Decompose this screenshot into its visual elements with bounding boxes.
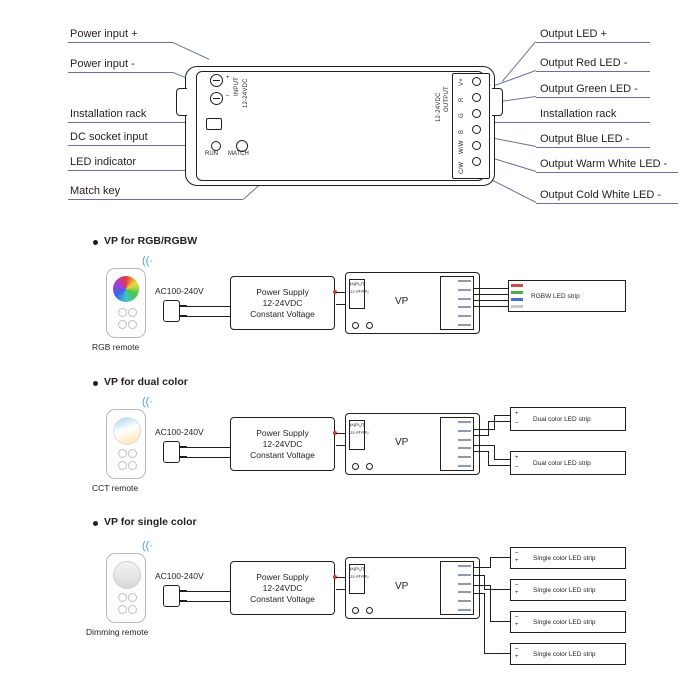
ac-plug-pin: [180, 315, 187, 317]
vp-to-strip-wire: [474, 593, 484, 594]
strip-label: Single color LED strip: [533, 554, 596, 562]
output-pad: [458, 315, 471, 317]
section-bullet: [93, 381, 98, 386]
dimming-remote-caption: Dimming remote: [86, 627, 149, 637]
vp-to-strip-wire: [474, 435, 488, 436]
leader-line: [68, 42, 173, 43]
vp-to-strip-wire: [474, 300, 508, 301]
rgb-remote-caption: RGB remote: [92, 342, 140, 352]
rgb-remote-button: [118, 308, 127, 317]
cct-remote-caption: CCT remote: [92, 483, 139, 493]
output-terminal-hole: [472, 141, 481, 150]
input-voltage-label: 12-24VDC: [243, 78, 249, 108]
dc-socket: [206, 118, 222, 130]
leader-line: [173, 42, 210, 60]
psu-line-3: Constant Voltage: [250, 308, 315, 319]
vp-input-label: INPUT: [350, 282, 365, 287]
terminal-label-ww: W/W: [459, 140, 465, 154]
output-terminal-hole: [472, 157, 481, 166]
vp-to-strip-wire: [488, 465, 510, 466]
leader-line: [494, 122, 650, 123]
ac-plug-pin: [180, 305, 187, 307]
installation-rack-left: [176, 88, 187, 116]
vp-to-strip-wire: [494, 459, 510, 460]
ac-wire: [187, 316, 230, 317]
single-color-led-strip: [510, 579, 626, 601]
strip-label: Single color LED strip: [533, 618, 596, 626]
rgb-remote-button: [118, 320, 127, 329]
strip-polarity: +: [515, 590, 519, 596]
vp-to-strip-wire: [474, 567, 490, 568]
ac-label-dual: AC100-240V: [155, 427, 204, 437]
strip-polarity: –: [515, 646, 519, 652]
output-pad: [458, 609, 471, 611]
vp-input-voltage-label: 12-24VDC: [350, 575, 370, 580]
ac-wire: [187, 306, 230, 307]
label-output-led-plus: Output LED +: [540, 28, 607, 40]
strip-pads: [511, 284, 523, 308]
output-pad: [458, 583, 471, 585]
dimming-remote-button: [118, 593, 127, 602]
vp-to-strip-wire: [494, 415, 510, 416]
strip-label: Dual color LED strip: [533, 415, 591, 423]
label-match-key: Match key: [70, 185, 121, 197]
vp-indicator-dual: [352, 463, 359, 470]
vp-to-strip-wire: [484, 589, 510, 590]
output-pad: [458, 465, 471, 467]
strip-polarity: –: [515, 582, 519, 588]
output-terminal-block: [452, 73, 490, 179]
vp-input-label: INPUT: [350, 423, 365, 428]
dimming-remote-button: [128, 605, 137, 614]
vp-match-key-dual[interactable]: [366, 463, 373, 470]
section-title-dual: VP for dual color: [104, 376, 188, 388]
label-output-cold-white-led: Output Cold White LED -: [540, 189, 662, 201]
vp-to-strip-wire: [484, 653, 510, 654]
vp-input-voltage-label: 12-24VDC: [350, 431, 370, 436]
psu-line-3: Constant Voltage: [250, 449, 315, 460]
leader-line: [68, 199, 243, 200]
vp-to-strip-wire: [490, 557, 510, 558]
label-led-indicator: LED indicator: [70, 156, 137, 168]
single-color-led-strip: [510, 547, 626, 569]
rgbw-led-strip: [508, 280, 626, 312]
label-output-red-led: Output Red LED -: [540, 57, 628, 69]
vp-to-strip-wire: [474, 575, 484, 576]
rgb-remote-button: [128, 320, 137, 329]
output-pad: [458, 298, 471, 300]
terminal-label-g: G: [459, 113, 465, 118]
strip-label: Dual color LED strip: [533, 459, 591, 467]
section-single-color: [0, 513, 700, 688]
vp-to-strip-wire: [490, 585, 491, 621]
psu-line-2: 12-24VDC: [262, 297, 303, 308]
label-power-input-plus: Power input +: [70, 28, 138, 40]
output-pad: [458, 591, 471, 593]
output-terminal-hole: [472, 125, 481, 134]
section-rgb-rgbw: [0, 232, 700, 357]
vp-to-strip-wire: [474, 445, 494, 446]
terminal-label-cw: C/W: [459, 161, 465, 174]
vp-to-strip-wire: [494, 415, 495, 430]
strip-label: Single color LED strip: [533, 650, 596, 658]
psu-line-1: Power Supply: [256, 286, 309, 297]
strip-polarity: +: [515, 622, 519, 628]
rgb-remote-button: [128, 308, 137, 317]
psu-line-2: 12-24VDC: [262, 582, 303, 593]
vp-indicator-rgb: [352, 322, 359, 329]
strip-label: RGBW LED strip: [531, 292, 580, 300]
vp-match-key-rgb[interactable]: [366, 322, 373, 329]
cct-remote-button: [118, 449, 127, 458]
power-input-plus-screw: [210, 74, 223, 87]
cct-remote-button: [118, 461, 127, 470]
vp-label-rgb: VP: [395, 296, 409, 307]
power-supply-single: [230, 561, 335, 615]
dual-color-led-strip: [510, 451, 626, 475]
section-title-single: VP for single color: [104, 516, 197, 528]
ac-plug-pin: [180, 590, 187, 592]
section-dual-color: [0, 373, 700, 498]
dimming-remote-dial: [113, 561, 141, 589]
ac-plug-pin: [180, 456, 187, 458]
leader-line: [68, 72, 173, 73]
ac-label-rgb: AC100-240V: [155, 286, 204, 296]
terminal-label-r: R: [459, 97, 465, 102]
label-output-blue-led: Output Blue LED -: [540, 133, 630, 145]
output-pad: [458, 565, 471, 567]
vp-to-strip-wire: [474, 306, 508, 307]
output-terminal-hole: [472, 109, 481, 118]
vp-to-strip-wire: [474, 451, 488, 452]
leader-line: [536, 71, 650, 72]
output-pad: [458, 280, 471, 282]
top-diagram: [0, 0, 700, 225]
power-supply-rgb: [230, 276, 335, 330]
vp-to-strip-wire: [474, 585, 490, 586]
terminal-label-b: B: [459, 129, 465, 134]
vp-label-dual: VP: [395, 437, 409, 448]
label-output-green-led: Output Green LED -: [540, 83, 638, 95]
leader-line: [536, 172, 678, 173]
strip-polarity: +: [515, 558, 519, 564]
output-voltage-label: 12-24VDC: [436, 92, 442, 122]
input-minus-sign: –: [226, 93, 230, 99]
output-pad: [458, 456, 471, 458]
label-power-input-minus: Power input -: [70, 58, 135, 70]
label-output-warm-white-led: Output Warm White LED -: [540, 158, 668, 170]
vp-to-strip-wire: [484, 593, 485, 653]
dimming-remote-button: [118, 605, 127, 614]
ac-wire: [187, 591, 230, 592]
vp-match-key-single[interactable]: [366, 607, 373, 614]
section-bullet: [93, 240, 98, 245]
vp-to-strip-wire: [488, 451, 489, 465]
output-pad: [458, 306, 471, 308]
vp-indicator-single: [352, 607, 359, 614]
vp-input-voltage-label: 12-24VDC: [350, 290, 370, 295]
vp-to-strip-wire: [494, 445, 495, 459]
vp-output-pads-dual: [458, 421, 471, 467]
vp-input-label: INPUT: [350, 567, 365, 572]
ac-plug: [163, 441, 180, 463]
ac-label-single: AC100-240V: [155, 571, 204, 581]
vp-output-pads-rgb: [458, 280, 471, 326]
leader-line: [536, 97, 650, 98]
output-pad: [458, 289, 471, 291]
vp-to-strip-wire: [474, 429, 494, 430]
psu-line-1: Power Supply: [256, 427, 309, 438]
rgb-remote-colorwheel: [113, 276, 139, 302]
cct-remote-wheel: [113, 417, 141, 445]
ac-wire: [187, 457, 230, 458]
wifi-icon: ((·: [142, 396, 153, 408]
input-label: INPUT: [234, 77, 240, 96]
section-bullet: [93, 521, 98, 526]
output-label: OUTPUT: [444, 86, 450, 112]
leader-line: [536, 203, 678, 204]
dual-color-led-strip: [510, 407, 626, 431]
match-label: MATCH: [228, 151, 249, 157]
ac-plug: [163, 585, 180, 607]
psu-line-1: Power Supply: [256, 571, 309, 582]
cct-remote-button: [128, 449, 137, 458]
leader-line: [68, 145, 195, 146]
led-indicator: [211, 141, 221, 151]
section-title-rgb: VP for RGB/RGBW: [104, 235, 198, 247]
power-input-minus-screw: [210, 92, 223, 105]
single-color-led-strip: [510, 611, 626, 633]
vp-to-strip-wire: [474, 294, 508, 295]
label-installation-rack-right: Installation rack: [540, 108, 617, 120]
output-pad: [458, 574, 471, 576]
cct-remote-button: [128, 461, 137, 470]
vp-to-strip-wire: [488, 421, 510, 422]
dimming-remote-button: [128, 593, 137, 602]
power-supply-dual: [230, 417, 335, 471]
output-terminal-hole: [472, 77, 481, 86]
strip-polarity: –: [515, 464, 519, 470]
vp-to-strip-wire: [490, 621, 510, 622]
vp-to-strip-wire: [484, 575, 485, 589]
vp-to-strip-wire: [490, 557, 491, 568]
psu-line-2: 12-24VDC: [262, 438, 303, 449]
ac-plug-pin: [180, 446, 187, 448]
output-pad: [458, 600, 471, 602]
terminal-label-vplus: V+: [459, 78, 465, 86]
input-plus-sign: +: [226, 75, 230, 81]
output-pad: [458, 447, 471, 449]
vp-to-strip-wire: [474, 288, 508, 289]
label-dc-socket-input: DC socket input: [70, 131, 148, 143]
single-color-led-strip: [510, 643, 626, 665]
ac-plug: [163, 300, 180, 322]
strip-polarity: –: [515, 550, 519, 556]
ac-plug-pin: [180, 600, 187, 602]
output-pad: [458, 439, 471, 441]
run-label: RUN: [205, 151, 218, 157]
psu-line-3: Constant Voltage: [250, 593, 315, 604]
vp-output-pads-single: [458, 565, 471, 611]
leader-line: [536, 42, 650, 43]
strip-polarity: +: [515, 411, 519, 417]
leader-line: [68, 122, 188, 123]
output-pad: [458, 421, 471, 423]
leader-line: [536, 147, 650, 148]
strip-label: Single color LED strip: [533, 586, 596, 594]
strip-polarity: +: [515, 455, 519, 461]
strip-polarity: –: [515, 420, 519, 426]
output-pad: [458, 324, 471, 326]
installation-rack-right: [492, 88, 503, 116]
wifi-icon: ((·: [142, 540, 153, 552]
strip-polarity: –: [515, 614, 519, 620]
vp-label-single: VP: [395, 581, 409, 592]
output-pad: [458, 430, 471, 432]
wifi-icon: ((·: [142, 255, 153, 267]
ac-wire: [187, 601, 230, 602]
label-installation-rack-left: Installation rack: [70, 108, 147, 120]
vp-to-strip-wire: [488, 421, 489, 436]
ac-wire: [187, 447, 230, 448]
output-terminal-hole: [472, 93, 481, 102]
strip-polarity: +: [515, 654, 519, 660]
